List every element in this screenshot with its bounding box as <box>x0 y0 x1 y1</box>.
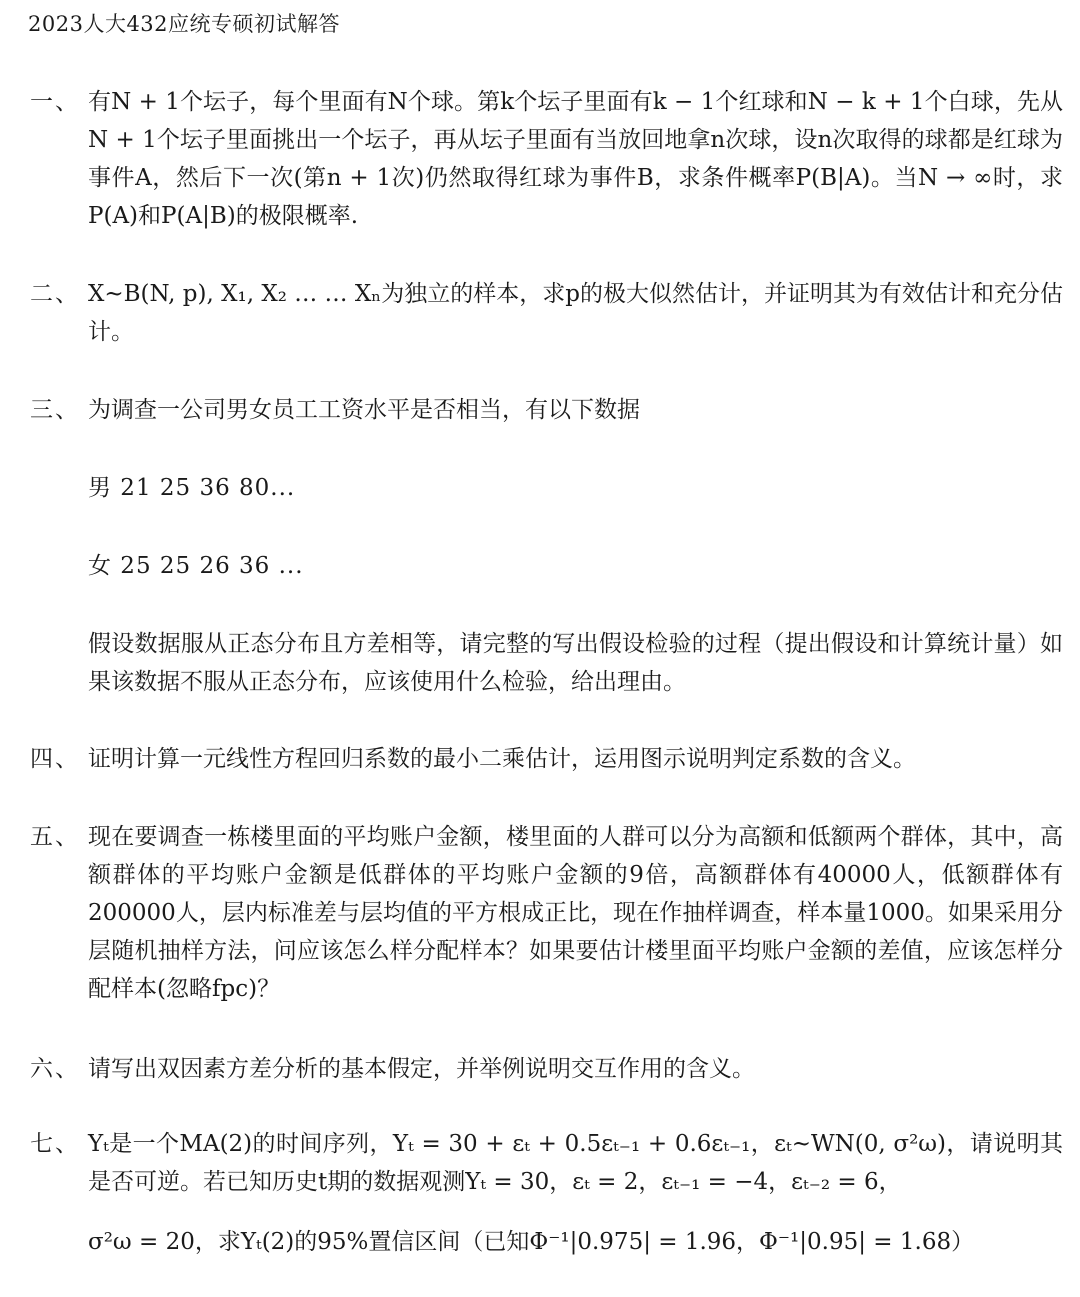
question-text-formula: σ²ω = 20，求Yₜ(2)的95%置信区间（已知Φ⁻¹|0.975| = 1.96，Φ⁻¹|0.95| = 1.68） <box>88 1229 975 1255</box>
question-body <box>88 391 1063 701</box>
question-number: 七、 <box>30 1131 80 1157</box>
question-number: 一、 <box>30 89 80 115</box>
document-title: 2023人大432应统专硕初试解答 <box>28 12 341 36</box>
question-body <box>88 1125 1063 1261</box>
question-number: 四、 <box>30 746 80 772</box>
question-text: 有N + 1个坛子，每个里面有N个球。第k个坛子里面有k − 1个红球和N − k + 1个白球，先从N + 1个坛子里面挑出一个坛子，再从坛子里面有当放回地拿n次球，设n次取得的球都是红球为事件A，然后下一次(第n + 1次)仍然取得红球为事件B，求条件概率P(B|A)。当N → ∞时，求P(A)和P(A|B)的极限概率. <box>88 89 1063 229</box>
question-number: 五、 <box>30 824 80 850</box>
question-text: 现在要调查一栋楼里面的平均账户金额，楼里面的人群可以分为高额和低额两个群体，其中，高额群体的平均账户金额是低群体的平均账户金额的9倍，高额群体有40000人，低额群体有200000人，层内标准差与层均值的平方根成正比，现在作抽样调查，样本量1000。如果采用分层随机抽样方法，问应该怎么样分配样本？如果要估计楼里面平均账户金额的差值，应该怎样分配样本(忽略fpc)？ <box>88 824 1063 1002</box>
question-text: Yₜ是一个MA(2)的时间序列，Yₜ = 30 + εₜ + 0.5εₜ₋₁ + 0.6εₜ₋₁，εₜ~WN(0, σ²ω)，请说明其是否可逆。若已知历史t期的数据观测Yₜ = 30，εₜ = 2，εₜ₋₁ = −4，εₜ₋₂ = 6， <box>88 1131 1063 1195</box>
question-intro: 为调查一公司男女员工工资水平是否相当，有以下数据 <box>88 397 640 423</box>
question-number: 六、 <box>30 1056 80 1082</box>
question-text: 请写出双因素方差分析的基本假定，并举例说明交互作用的含义。 <box>88 1056 755 1082</box>
question-text: 证明计算一元线性方程回归系数的最小二乘估计，运用图示说明判定系数的含义。 <box>88 746 916 772</box>
male-data-row: 男 21 25 36 80... <box>88 475 296 501</box>
question-text: 假设数据服从正态分布且方差相等，请完整的写出假设检验的过程（提出假设和计算统计量）如果该数据不服从正态分布，应该使用什么检验，给出理由。 <box>88 631 1063 695</box>
question-text: X~B(N, p), X₁, X₂ … … Xₙ为独立的样本，求p的极大似然估计，并证明其为有效估计和充分估计。 <box>88 281 1063 345</box>
female-data-row: 女 25 25 26 36 ... <box>88 553 304 579</box>
question-number: 三、 <box>30 397 80 423</box>
question-number: 二、 <box>30 281 80 307</box>
